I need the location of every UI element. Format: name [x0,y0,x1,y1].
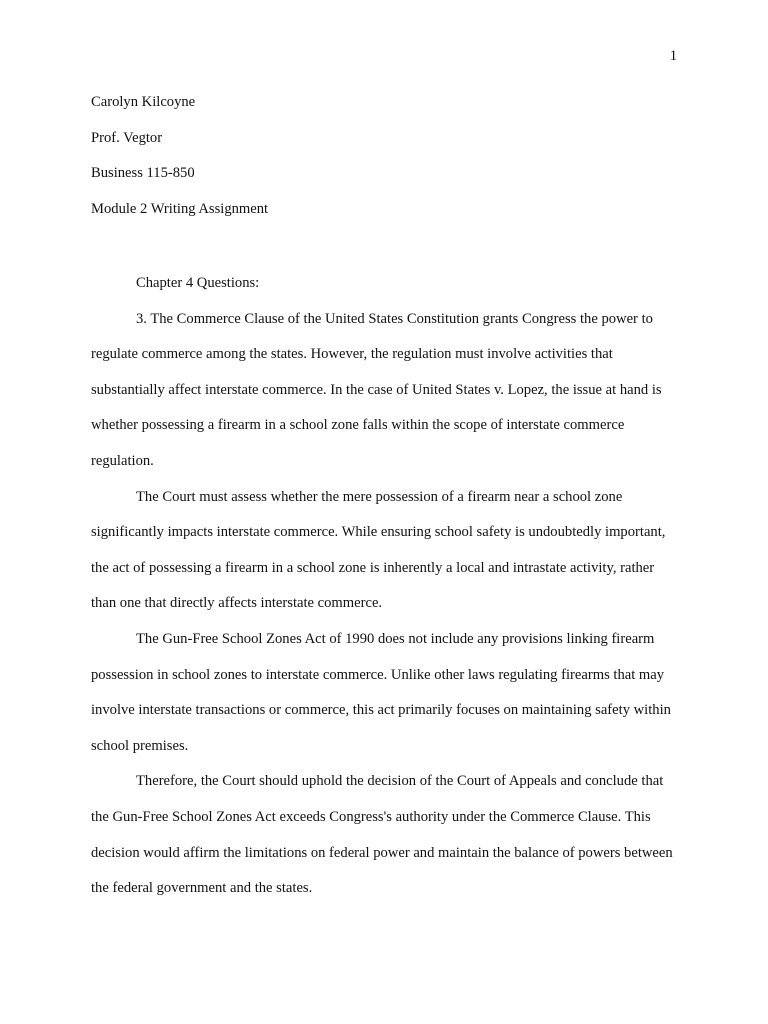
paragraph-court-assessment: The Court must assess whether the mere possession of a firearm near a school zone significantly impacts interstate commerce. While ensuring school safety is undoubtedly important, the act of possessing a firearm in a school zone is inherently a local and intrastate activity, rather than one that directly affects interstate commerce. [91,488,666,612]
page-number: 1 [669,48,677,64]
paragraph-conclusion: Therefore, the Court should uphold the decision of the Court of Appeals and conclude that the Gun-Free School Zones Act exceeds Congress's authority under the Commerce Clause. This decision would affirm the limitations on federal power and maintain the balance of powers between the federal government and the states. [91,773,673,897]
paragraph-question-3: 3. The Commerce Clause of the United States Constitution grants Congress the power to regulate commerce among the states. However, the regulation must involve activities that substantially affect interstate commerce. In the case of United States v. Lopez, the issue at hand is whether possessing a firearm in a school zone falls within the scope of interstate commerce regulation. [91,310,662,469]
document-header [91,91,681,233]
document-body [91,266,682,907]
instructor-name: Prof. Vegtor [91,129,163,146]
assignment-title: Module 2 Writing Assignment [91,200,269,217]
course-name: Business 115-850 [91,165,195,182]
section-title: Chapter 4 Questions: [136,275,260,291]
paragraph-gun-free-act: The Gun-Free School Zones Act of 1990 does not include any provisions linking firearm possession in school zones to interstate commerce. Unlike other laws regulating firearms that may involve interstate transactions or commerce, this act primarily focuses on maintaining safety within school premises. [91,630,671,754]
author-name: Carolyn Kilcoyne [91,94,196,110]
